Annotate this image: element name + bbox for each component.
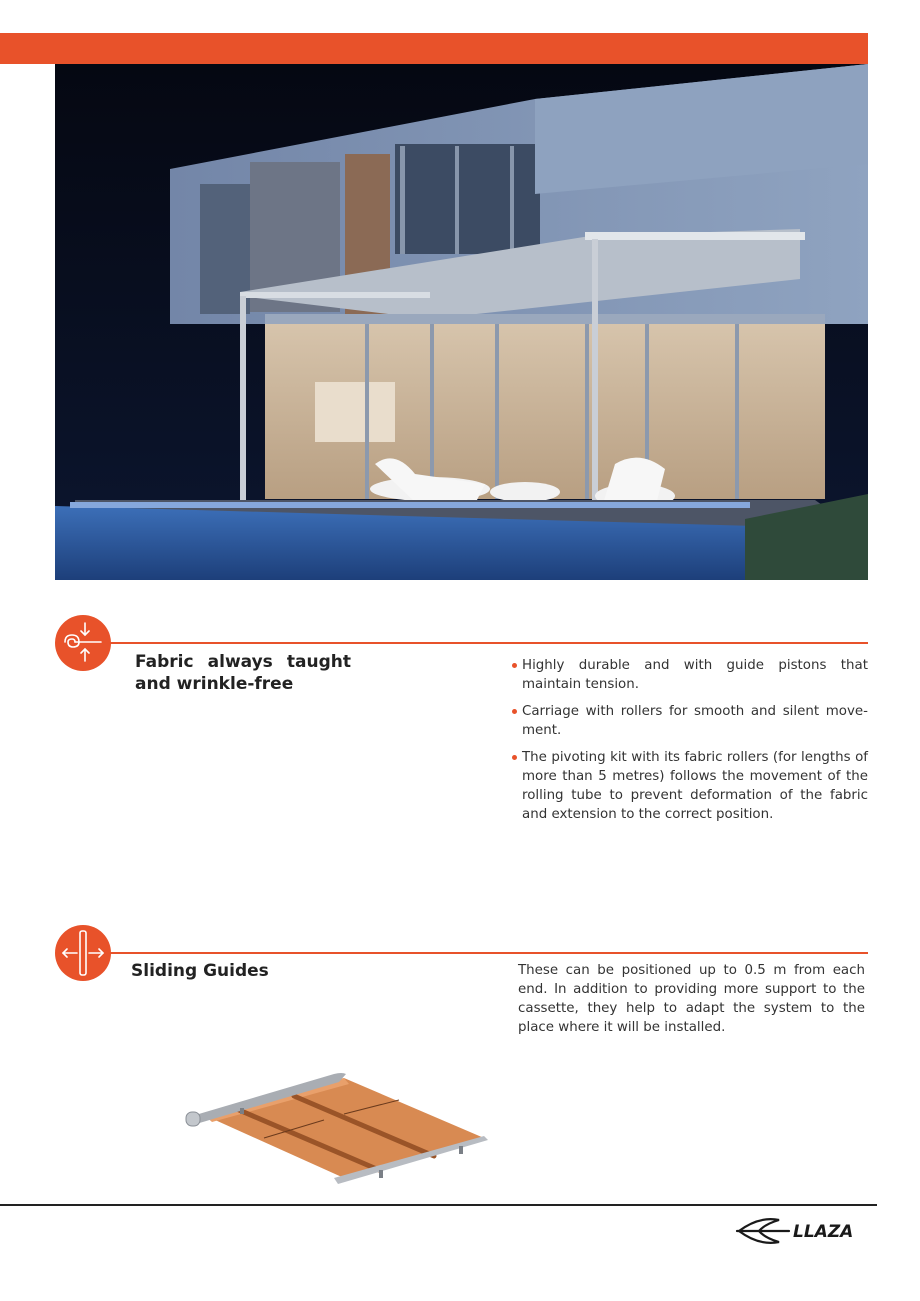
bullet-dot-icon — [512, 755, 517, 760]
footer-divider — [0, 1204, 877, 1206]
fabric-roll-tension-icon — [55, 615, 111, 671]
bullet-text: Highly durable and with guide pistons that maintain tension. — [522, 658, 868, 692]
sliding-guides-icon — [55, 925, 111, 981]
section2-title: Sliding Guides — [131, 961, 269, 981]
section1-divider — [100, 642, 868, 644]
section2-divider — [100, 952, 868, 954]
section1-title: Fabric always taught and wrinkle-free — [135, 652, 351, 694]
bullet-text: Carriage with rollers for smooth and silent move-ment. — [522, 704, 868, 738]
hero-photo — [55, 64, 868, 580]
list-item — [510, 656, 868, 694]
awning-product-illustration — [184, 1070, 494, 1185]
bullet-dot-icon — [512, 709, 517, 714]
list-item — [510, 702, 868, 740]
list-item — [510, 748, 868, 824]
top-accent-bar — [0, 33, 868, 64]
section1-bullet-list — [510, 656, 868, 832]
brand-name: LLAZA — [793, 1222, 854, 1242]
bullet-dot-icon — [512, 663, 517, 668]
llaza-logo — [735, 1212, 877, 1250]
bullet-text: The pivoting kit with its fabric rollers (for lengths of more than 5 metres) follows the movement of the rolling tube to prevent deformation of the fabric and extension to the correct position. — [522, 750, 868, 822]
section2-text: These can be positioned up to 0.5 m from each end. In addition to providing more support to the cassette, they help to adapt the system to the place where it will be installed. — [518, 963, 865, 1035]
